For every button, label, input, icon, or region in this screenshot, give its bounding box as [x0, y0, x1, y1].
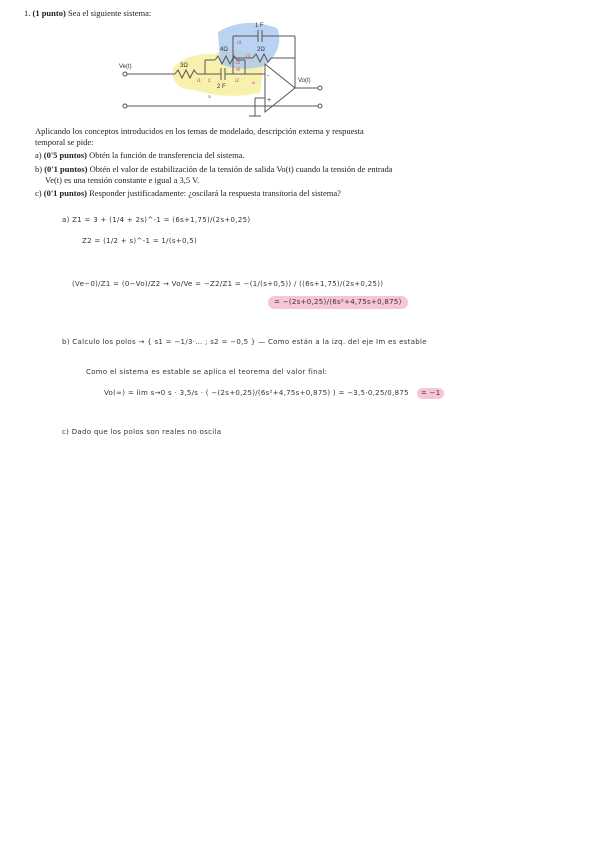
item-letter: c) [35, 188, 42, 198]
c1-label: 2 F [217, 84, 226, 90]
svg-text:-: - [267, 73, 270, 80]
input-label: Ve(t) [119, 64, 132, 70]
problem-points: (1 punto) [32, 8, 66, 18]
c2-label: 1 F [255, 23, 264, 29]
annotation: i2 [235, 79, 240, 84]
solution-a-z2: Z2 = (1/2 + s)^-1 = 1/(s+0,5) [82, 237, 198, 245]
item-text: Obtén el valor de estabilización de la tensión de salida Vo(t) cuando la tensión de entrada Ve(t) es una tensión constante e igual a 3,5 V. [45, 164, 393, 185]
item-text: Obtén la función de transferencia del sistema. [89, 150, 245, 160]
annotation: a [208, 95, 211, 100]
r2-label: 4Ω [220, 47, 228, 53]
item-c [35, 188, 395, 199]
annotation: a [252, 81, 255, 86]
problem-intro: Sea el siguiente sistema: [67, 8, 152, 18]
annotation: C [208, 79, 212, 84]
solution-a-transfer: (Ve−0)/Z1 = (0−Vo)/Z2 → Vo/Ve = −Z2/Z1 = −(1/(s+0,5)) / ((6s+1,75)/(2s+0,25)) [72, 280, 384, 288]
solution-a-z1: a) Z1 = 3 + (1/4 + 2s)^-1 = (6s+1,75)/(2s+0,25) [62, 216, 251, 224]
annotation: i5 [236, 61, 241, 66]
annotation: i3 [246, 55, 251, 60]
item-text: Responder justificadamente: ¿oscilará la respuesta transitoria del sistema? [89, 188, 341, 198]
item-letter: b) [35, 164, 43, 174]
output-label: Vo(t) [298, 78, 311, 84]
solution-b-result: = −1 [417, 388, 445, 399]
r3-label: 2Ω [257, 47, 265, 53]
item-points: (0'5 puntos) [43, 150, 87, 160]
solution-b-poles: b) Calculo los polos → { s1 = −1/3·… ; s2 = −0,5 } — Como están a la izq. del eje Im es estable [62, 338, 427, 346]
item-points: (0'1 puntos) [43, 188, 87, 198]
r1-label: 3Ω [180, 63, 188, 69]
solution-c: c) Dado que los polos son reales no oscila [62, 428, 222, 436]
item-points: (0'1 puntos) [44, 164, 88, 174]
item-a [35, 150, 395, 161]
problem-number: 1. [24, 8, 31, 18]
annotation: i1 [197, 79, 202, 84]
item-letter: a) [35, 150, 42, 160]
solution-b-final-value-theorem: Como el sistema es estable se aplica el teorema del valor final: [86, 368, 328, 376]
solution-b-limit-row [104, 388, 444, 399]
svg-text:+: + [267, 97, 272, 104]
annotation: i6 [236, 68, 241, 73]
circuit-diagram [115, 18, 335, 123]
annotation: i4 [237, 41, 242, 46]
solution-a-result: = −(2s+0,25)/(6s²+4,75s+0,875) [268, 296, 408, 309]
item-b [35, 164, 395, 186]
problem-statement: Aplicando los conceptos introducidos en los temas de modelado, descripción externa y respuesta temporal se pide: [35, 126, 364, 147]
solution-b-limit: Vo(∞) = lim s→0 s · 3,5/s · ( −(2s+0,25)/(6s²+4,75s+0,875) ) = −3,5·0,25/0,875 [104, 389, 409, 397]
